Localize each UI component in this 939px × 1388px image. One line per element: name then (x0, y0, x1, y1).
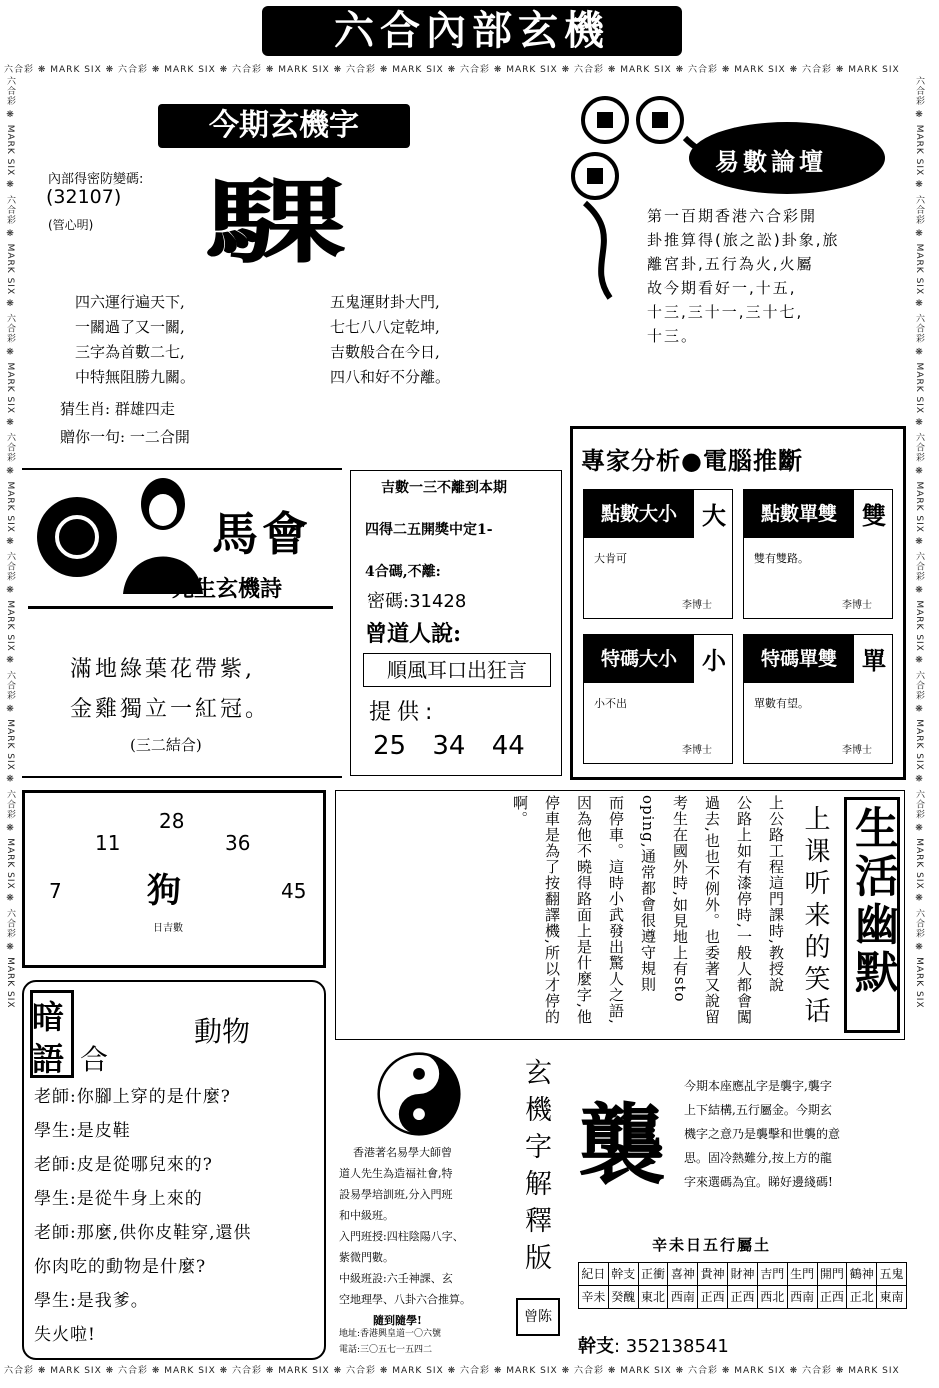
code-value: (32107) (46, 186, 122, 208)
school-line: 和中級班。 (339, 1209, 394, 1222)
riddle-label-bottom: 語 (32, 1040, 65, 1078)
provide-label: 提供: (369, 700, 439, 725)
dog-animal: 狗 (147, 871, 181, 911)
school-line: 入門班授:四柱陰陽八字、 (339, 1230, 464, 1243)
decode-section (512, 1050, 907, 1362)
almanac-cell: 東北 (638, 1286, 668, 1309)
humor-section (335, 790, 905, 1040)
key-char-section (30, 80, 550, 465)
yishu-section (565, 88, 910, 408)
analysis-cell-point-parity (743, 489, 893, 619)
almanac-cell: 財神 (728, 1263, 758, 1286)
analysis-cell-point-size (583, 489, 733, 619)
poem-line: 一關過了又一關, (75, 318, 185, 336)
gift-label: 贈你一句: (60, 428, 126, 446)
code-sub: (管心明) (48, 218, 94, 232)
humor-col: 而停車。這時小武發出驚人之語, (607, 795, 625, 1025)
mahui-poem-line: 金雞獨立一紅冠。 (70, 697, 271, 722)
cell-head: 點數大小 (584, 490, 694, 538)
riddle-line: 學生:是從牛身上來的 (34, 1189, 203, 1209)
decode-line: 機字之意乃是襲擊和世襲的意 (684, 1127, 841, 1141)
provide-number: 25 (373, 731, 407, 761)
decode-line: 上下結構,五行屬金。今期玄 (684, 1103, 832, 1117)
yishu-line: 故今期看好一,十五, (647, 279, 797, 297)
almanac-cell: 正衝 (638, 1263, 668, 1286)
jishu-section (350, 470, 562, 776)
poem-left (75, 290, 195, 390)
ganzhi-label: 幹支 (578, 1336, 614, 1357)
bottom-band: 六合彩 ❋ MARK SIX ❋ 六合彩 ❋ MARK SIX ❋ 六合彩 ❋ MARK SIX ❋ 六合彩 ❋ MARK SIX ❋ 六合彩 ❋ MARK SIX ❋ 六合彩 ❋ MARK SIX ❋ 六合彩 ❋ MARK SIX ❋ 六合彩 ❋ MARK SIX (4, 1366, 900, 1375)
humor-col: 考生在國外時,如見地上有sto (671, 795, 689, 1003)
gift-row (60, 426, 190, 447)
almanac-row (579, 1263, 907, 1286)
dog-section (22, 790, 326, 968)
yin-yang-icon (377, 1052, 461, 1136)
cell-note: 小不出 (594, 697, 627, 710)
school-section (335, 1050, 505, 1360)
cell-sign: 李博士 (842, 745, 872, 756)
almanac-cell: 鶴神 (847, 1263, 877, 1286)
decode-stamp: 曾陈 (516, 1298, 560, 1336)
jishu-code-label: 密碼: (367, 591, 410, 612)
mahui-poem-line: 滿地綠葉花帶紫, (70, 657, 255, 682)
almanac-row (579, 1286, 907, 1309)
analysis-cell-special-parity (743, 634, 893, 764)
decode-line: 今期本座應乩字是襲字,襲字 (684, 1079, 832, 1093)
school-line: 隨到隨學! (373, 1314, 422, 1327)
gift-value: 一二合開 (129, 428, 190, 446)
almanac-title: 辛未日五行屬土 (652, 1236, 772, 1254)
yishu-text (647, 204, 839, 348)
school-line: 設易學培訓班,分入門班 (339, 1188, 453, 1201)
humor-title: 生活幽默 (847, 805, 898, 997)
humor-col: 停車是為了按翻譯機,所以才停的 (543, 795, 561, 1025)
riddle-line: 學生:是皮鞋 (34, 1121, 131, 1141)
cell-sign: 李博士 (682, 745, 712, 756)
almanac-cell: 生門 (787, 1263, 817, 1286)
guess-label: 猜生肖: (60, 400, 111, 418)
cell-result: 雙 (862, 502, 886, 530)
addr-label: 地址: (339, 1329, 361, 1339)
cell-note: 大肯可 (594, 552, 627, 565)
mahui-subtitle: 先生玄機詩 (172, 576, 283, 602)
almanac-cell: 開門 (817, 1263, 847, 1286)
mahui-divider (28, 606, 333, 609)
almanac-table (578, 1262, 907, 1309)
almanac-cell: 西南 (787, 1286, 817, 1309)
key-character: 騍 (205, 168, 342, 276)
almanac-cell: 正西 (698, 1286, 728, 1309)
provide-number: 34 (432, 731, 466, 761)
tel-value: 三〇五七一五四二 (360, 1345, 433, 1355)
poem-line: 吉數般合在今日, (330, 343, 440, 361)
provide-numbers (373, 731, 525, 761)
ganzhi-row: 幹支: 352138541 (578, 1336, 729, 1357)
cell-result: 小 (702, 647, 726, 675)
school-line: 空地理學、八卦六合推算。 (339, 1293, 471, 1306)
right-band: 六合彩 ❋ MARK SIX ❋ 六合彩 ❋ MARK SIX ❋ 六合彩 ❋ MARK SIX ❋ 六合彩 ❋ MARK SIX ❋ 六合彩 ❋ MARK SIX ❋ 六合彩 ❋ MARK SIX ❋ 六合彩 ❋ MARK SIX ❋ 六合彩 ❋ MARK SIX (914, 76, 924, 1009)
riddle-line: 你肉吃的動物是什麼? (34, 1257, 207, 1277)
mahui-poem (70, 650, 270, 730)
jishu-code-value: 31428 (409, 591, 467, 612)
poem-line: 四八和好不分離。 (330, 368, 451, 386)
school-text (339, 1142, 471, 1331)
tel-label: 電話: (339, 1345, 361, 1355)
school-addr (339, 1326, 441, 1339)
dog-number: 36 (225, 831, 251, 855)
poem-line: 五鬼運財卦大門, (330, 293, 440, 311)
yishu-title: 易數論壇 (715, 147, 827, 176)
yishu-line: 十三,三十一,三十七, (647, 303, 804, 321)
almanac-cell: 五鬼 (877, 1263, 907, 1286)
analysis-cell-special-size (583, 634, 733, 764)
top-band: 六合彩 ❋ MARK SIX ❋ 六合彩 ❋ MARK SIX ❋ 六合彩 ❋ MARK SIX ❋ 六合彩 ❋ MARK SIX ❋ 六合彩 ❋ MARK SIX ❋ 六合彩 ❋ MARK SIX ❋ 六合彩 ❋ MARK SIX ❋ 六合彩 ❋ MARK SIX (4, 65, 900, 74)
almanac-cell: 西南 (668, 1286, 698, 1309)
riddle-lines (34, 1080, 252, 1352)
school-line: 中級班設:六壬神課、玄 (339, 1272, 453, 1285)
almanac-cell: 吉門 (757, 1263, 787, 1286)
almanac-cell: 正北 (847, 1286, 877, 1309)
guess-value: 群雄四走 (114, 400, 175, 418)
decode-text (684, 1074, 840, 1194)
cell-head: 點數單雙 (744, 490, 854, 538)
almanac-cell: 正西 (728, 1286, 758, 1309)
almanac-cell: 貴神 (698, 1263, 728, 1286)
poem-right (330, 290, 450, 390)
mahui-note: (三二結合) (130, 736, 202, 754)
provide-number: 44 (491, 731, 525, 761)
jishu-line-1: 吉數一三不離到本期 (381, 480, 507, 496)
jishu-code (367, 587, 466, 613)
yishu-line: 卦推算得(旅之訟)卦象,旅 (647, 231, 840, 249)
guess-row (60, 398, 175, 419)
almanac-cell: 紀日 (579, 1263, 609, 1286)
dog-number: 7 (49, 879, 62, 903)
almanac-cell: 東南 (877, 1286, 907, 1309)
poem-line: 三字為首數二七, (75, 343, 185, 361)
cell-result: 大 (702, 502, 726, 530)
humor-col: 上公路工程這門課時,教授說 (767, 795, 785, 993)
humor-col: 過去,也也不例外。也委著又說留 (703, 795, 721, 1025)
poem-line: 中特無阻勝九關。 (75, 368, 196, 386)
cell-result: 單 (862, 647, 886, 675)
school-tel (339, 1342, 432, 1355)
riddle-line: 老師:那麼,供你皮鞋穿,還供 (34, 1223, 252, 1243)
note-label: 內部得密防變碼: (48, 172, 144, 187)
poem-line: 四六運行遍天下, (75, 293, 185, 311)
almanac-cell: 幹支 (608, 1263, 638, 1286)
poem-line: 七七八八定乾坤, (330, 318, 440, 336)
school-line: 紫微門數。 (339, 1251, 394, 1264)
cell-sign: 李博士 (842, 600, 872, 611)
humor-subtitle: 上课听来的笑话 (800, 805, 830, 1029)
humor-col: oping,通常都會很遵守規則 (639, 795, 657, 993)
analysis-section (570, 426, 906, 780)
cell-head: 特碼單雙 (744, 635, 854, 683)
riddle-line: 老師:皮是從哪兒來的? (34, 1155, 213, 1175)
decode-line: 思。固冷熱難分,按上方的龍 (684, 1151, 832, 1165)
addr-value: 香港興皇道一〇六號 (360, 1329, 442, 1339)
riddle-label-side: 合 (80, 1043, 109, 1076)
cell-sign: 李博士 (682, 600, 712, 611)
riddle-label-top: 暗 (32, 998, 65, 1036)
dog-number: 11 (95, 831, 121, 855)
riddle-section (22, 980, 326, 1360)
humor-col: 因為他不曉得路面上是什麼字,他 (575, 795, 593, 1025)
almanac-cell: 喜神 (668, 1263, 698, 1286)
dog-number: 28 (159, 809, 185, 833)
humor-col: 公路上如有漆停時,一般人都會闖 (735, 795, 753, 1025)
riddle-line: 學生:是我爹。 (34, 1291, 149, 1311)
riddle-line: 老師:你腳上穿的是什麼? (34, 1087, 231, 1107)
riddle-title: 動物 (194, 1015, 251, 1048)
cell-note: 單數有望。 (754, 697, 809, 710)
mahui-section (22, 468, 342, 778)
ganzhi-code: 352138541 (625, 1336, 729, 1357)
yishu-line: 第一百期香港六合彩開 (647, 207, 818, 225)
school-line: 道人先生為造福社會,特 (339, 1167, 453, 1180)
left-band: 六合彩 ❋ MARK SIX ❋ 六合彩 ❋ MARK SIX ❋ 六合彩 ❋ MARK SIX ❋ 六合彩 ❋ MARK SIX ❋ 六合彩 ❋ MARK SIX ❋ 六合彩 ❋ MARK SIX ❋ 六合彩 ❋ MARK SIX ❋ 六合彩 ❋ MARK SIX (5, 76, 15, 1009)
decode-character: 襲 (578, 1093, 667, 1197)
analysis-title: 專家分析●電腦推斷 (581, 447, 803, 475)
cell-head: 特碼大小 (584, 635, 694, 683)
daoren-slogan: 順風耳口出狂言 (363, 653, 551, 687)
decode-vertical-title: 玄機字解釋版 (520, 1058, 551, 1280)
yishu-line: 十三。 (647, 327, 699, 345)
jishu-line-2: 四得二五開獎中定1- (365, 522, 493, 538)
cell-note: 雙有雙路。 (754, 552, 809, 565)
daoren-title: 曾道人說: (365, 621, 462, 647)
jishu-line-3: 4合碼,不離: (365, 564, 441, 580)
racing-logo-icon (32, 482, 122, 592)
almanac-cell: 辛未 (579, 1286, 609, 1309)
dog-label: 日吉數 (153, 923, 183, 934)
riddle-line: 失火啦! (34, 1325, 96, 1345)
almanac-cell: 正西 (817, 1286, 847, 1309)
school-line: 香港著名易學大師曾 (353, 1146, 452, 1159)
almanac-cell: 西北 (757, 1286, 787, 1309)
key-char-banner: 今期玄機字 (158, 104, 410, 148)
yishu-line: 離宮卦,五行為火,火屬 (647, 255, 814, 273)
humor-columns (392, 795, 792, 1035)
mahui-title: 馬會 (212, 507, 312, 561)
page-title: 六合內部玄機 (262, 6, 682, 56)
dog-number: 45 (281, 879, 307, 903)
humor-col: 啊。 (511, 795, 529, 827)
decode-line: 字來選碼為宜。睇好邊綫碼! (684, 1175, 833, 1189)
almanac-cell: 癸醜 (608, 1286, 638, 1309)
